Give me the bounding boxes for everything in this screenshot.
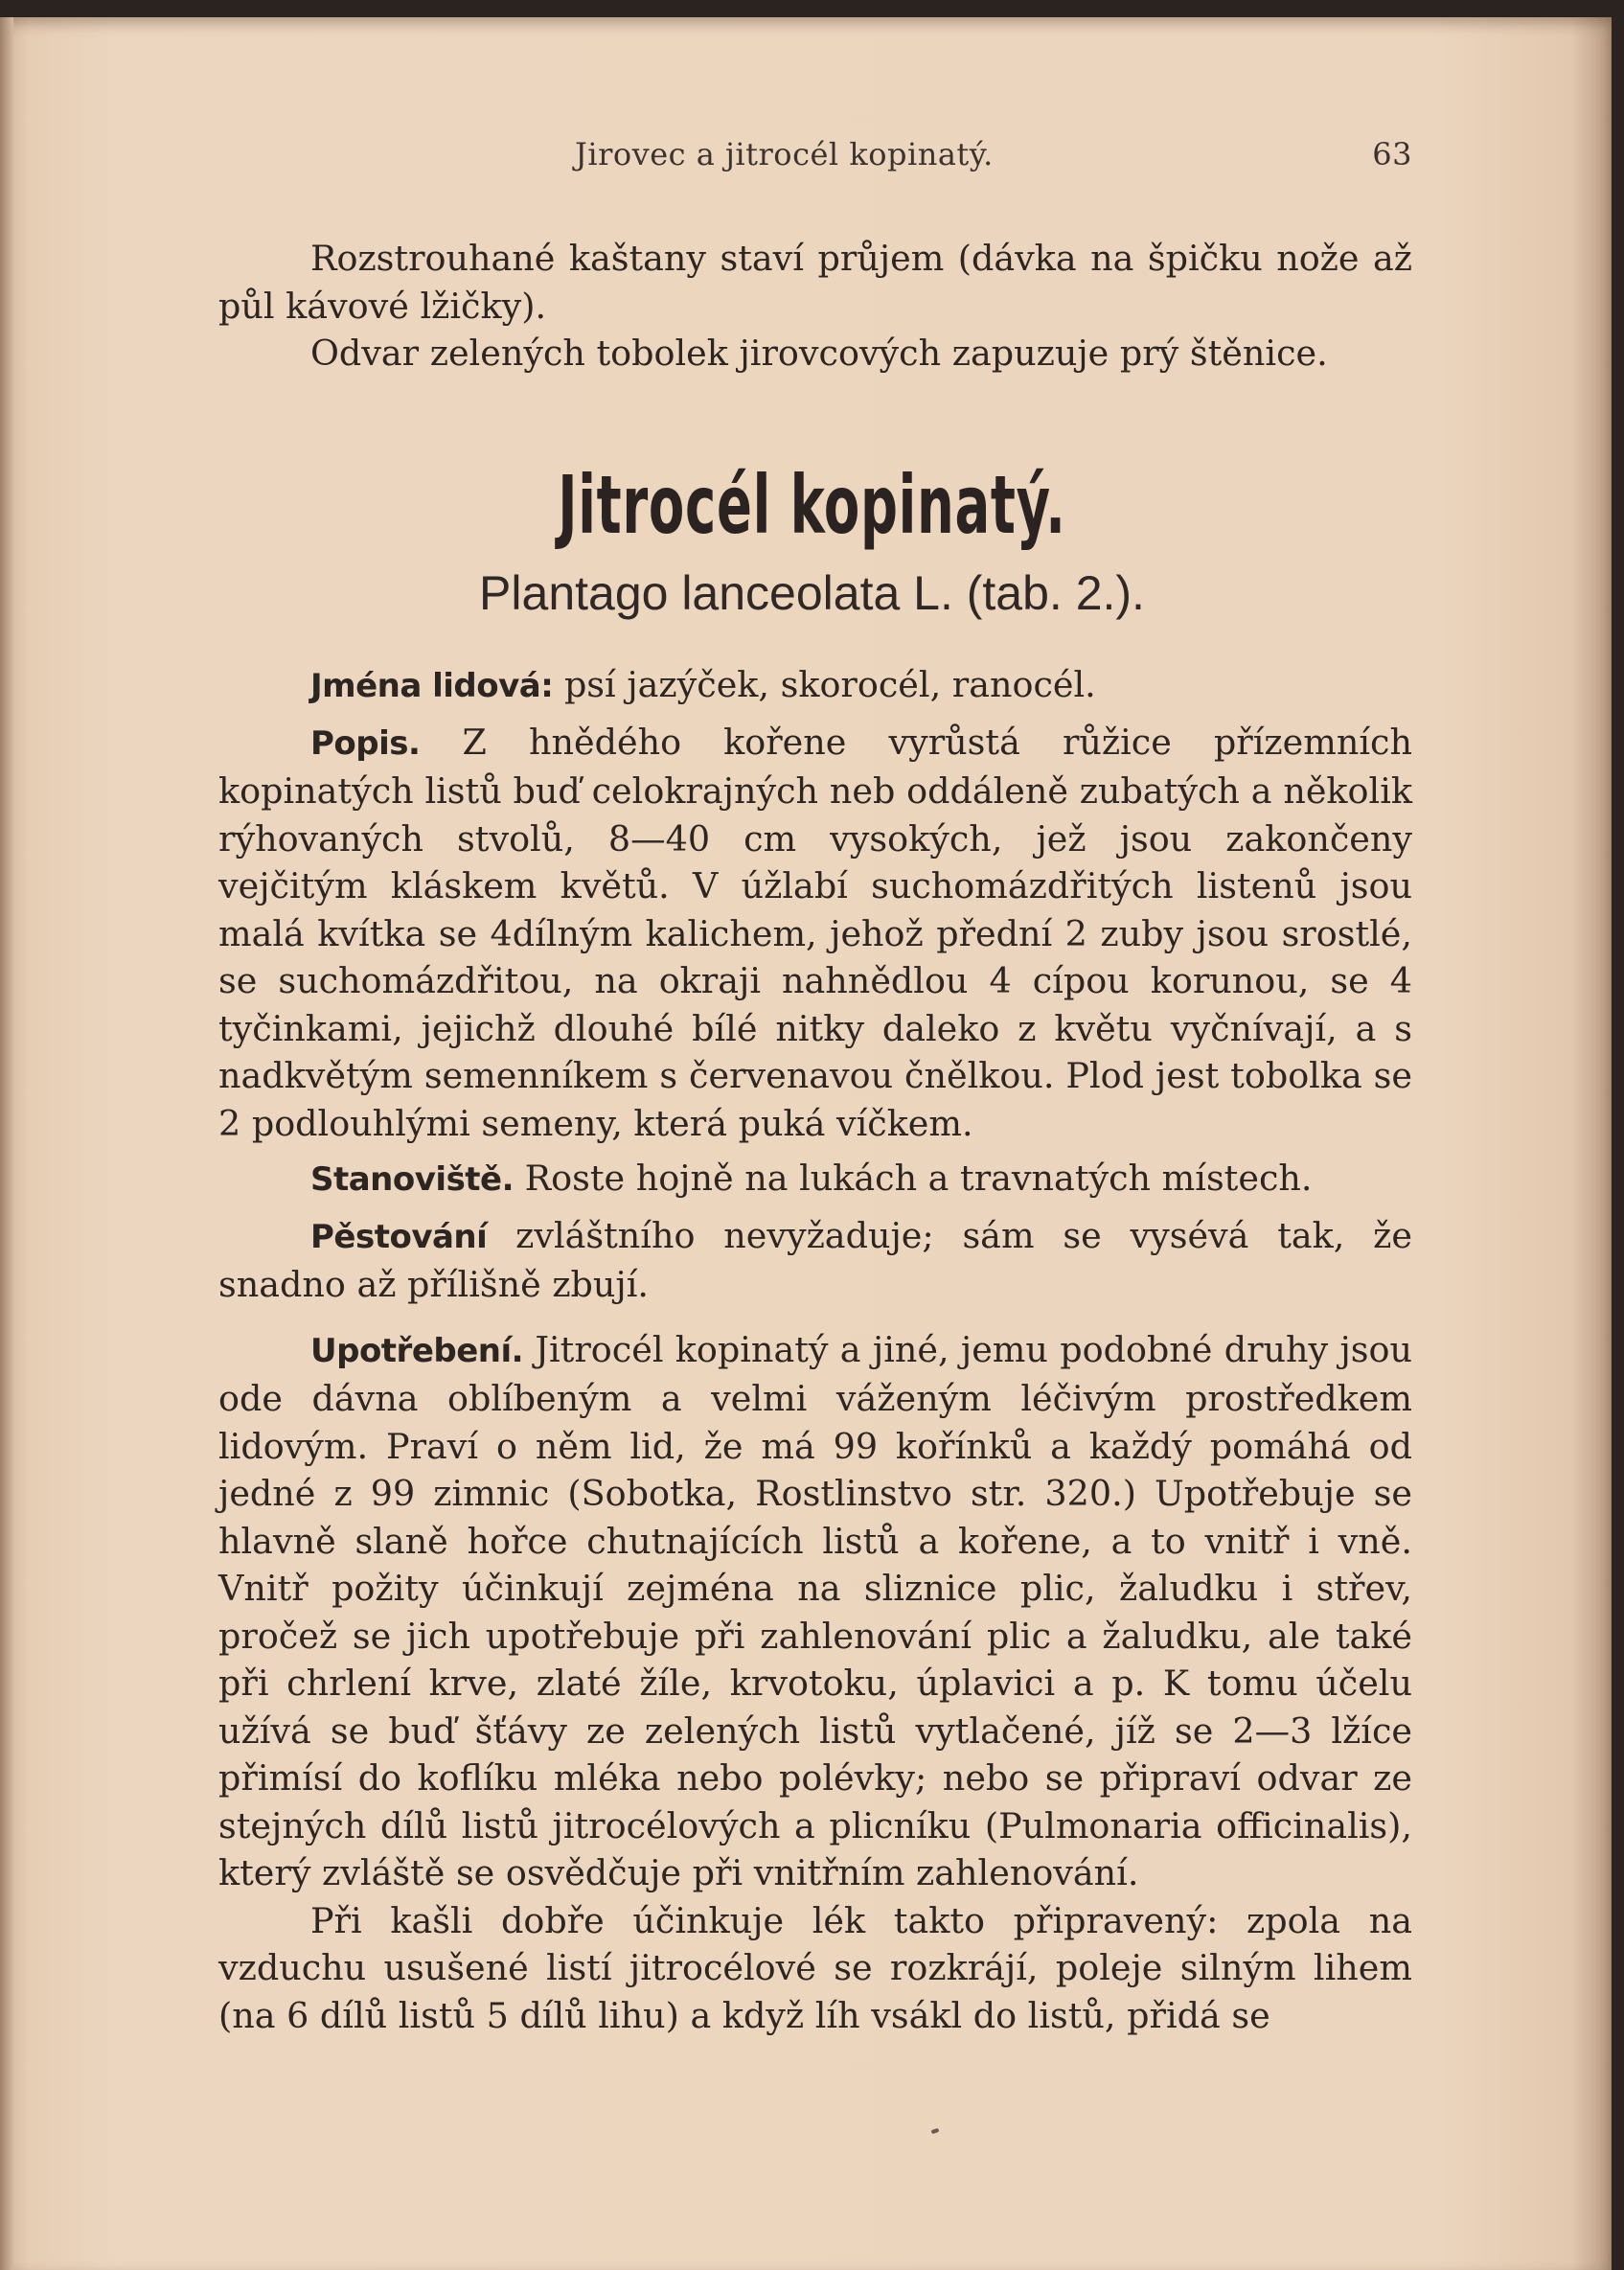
usage-text: Jitrocél kopinatý a jiné, jemu podobné druhy jsou ode dávna oblíbeným a velmi váženým léčivým prostředkem lidovým. Praví o něm lid, že má 99 kořínků a každý pomáhá od jedné z 99 zimnic (Sobotka, Rostlinstvo str. 320.) Upotřebuje se hlavně slaně hořce chutnajících listů a kořene, a to vnitř i vně. Vnitř požity účinkují zejména na sliznice plic, žaludku i střev, pročež se jich upotřebuje při zahlenování plic a žaludku, ale také při chrlení krve, zlaté žíle, krvotoku, úplavici a p. K tomu účelu užívá se buď šťávy ze zelených listů vytlačené, jíž se 2—3 lžíce přimísí do koflíku mléka nebo polévky; nebo se připraví odvar ze stejných dílů listů jitrocélových a plicníku (Pulmonaria officinalis), který zvláště se osvědčuje při vnitřním zahlenování.: [218, 1328, 1412, 1893]
intro-block: [218, 235, 1412, 378]
description-text: Z hnědého kořene vyrůstá růžice přízemních kopinatých listů buď celokrajných neb oddáleně zubatých a několik rýhovaných stvolů, 8—40 cm vysokých, jež jsou zakončeny vejčitým kláskem květů. V úžlabí suchomázdřitých listenů jsou malá kvítka se 4dílným kalichem, jehož přední 2 zuby jsou srostlé, se suchomázdřitou, na okraji nahnědlou 4 cípou korunou, se 4 tyčinkami, jejichž dlouhé bílé nitky daleko z květu vyčnívají, a s nadkvětým semenníkem s červenavou čnělkou. Plod jest tobolka se 2 podlouhlými semeny, která puká víčkem.: [218, 721, 1412, 1144]
article-title: Jitrocél kopinatý.: [558, 458, 1066, 552]
intro-paragraph-1: Rozstrouhané kaštany staví průjem (dávka na špičku nože až půl kávové lžičky).: [218, 238, 1412, 327]
names-text: psí jazýček, skorocél, ranocél.: [553, 664, 1096, 705]
article-subtitle: Plantago lanceolata L. (tab. 2.).: [479, 566, 1145, 620]
habitat-text: Roste hojně na lukách a travnatých místech.: [514, 1158, 1313, 1199]
cough-paragraph: Při kašli dobře účinkuje lék takto připravený: zpola na vzduchu usušené listí jitrocélové se rozkrájí, poleje silným lihem (na 6 dílů listů 5 dílů lihu) a když líh vsákl do listů, přidá se: [218, 1899, 1412, 2036]
habitat-paragraph: [218, 1155, 1412, 1204]
cultivation-text: zvláštního nevyžaduje; sám se vysévá tak, že snadno až přílišně zbují.: [218, 1214, 1412, 1305]
running-title: Jirovec a jitrocél kopinatý.: [575, 136, 994, 172]
intro-paragraph-2: Odvar zelených tobolek jirovcových zapuzuje prý štěnice.: [310, 332, 1328, 374]
description-label: Popis.: [310, 723, 421, 763]
page-number: 63: [1372, 136, 1412, 172]
cultivation-label: Pěstování: [310, 1217, 488, 1256]
description-paragraph: [218, 719, 1412, 1148]
usage-label: Upotřebení.: [310, 1331, 524, 1370]
usage-paragraph: [218, 1326, 1412, 1897]
names-label: Jména lidová:: [310, 667, 554, 705]
article-body: [218, 661, 1412, 2039]
page-spine-shadow: [0, 17, 13, 2270]
habitat-label: Stanoviště.: [310, 1160, 515, 1199]
names-paragraph: [218, 661, 1412, 711]
cultivation-paragraph: [218, 1212, 1412, 1309]
